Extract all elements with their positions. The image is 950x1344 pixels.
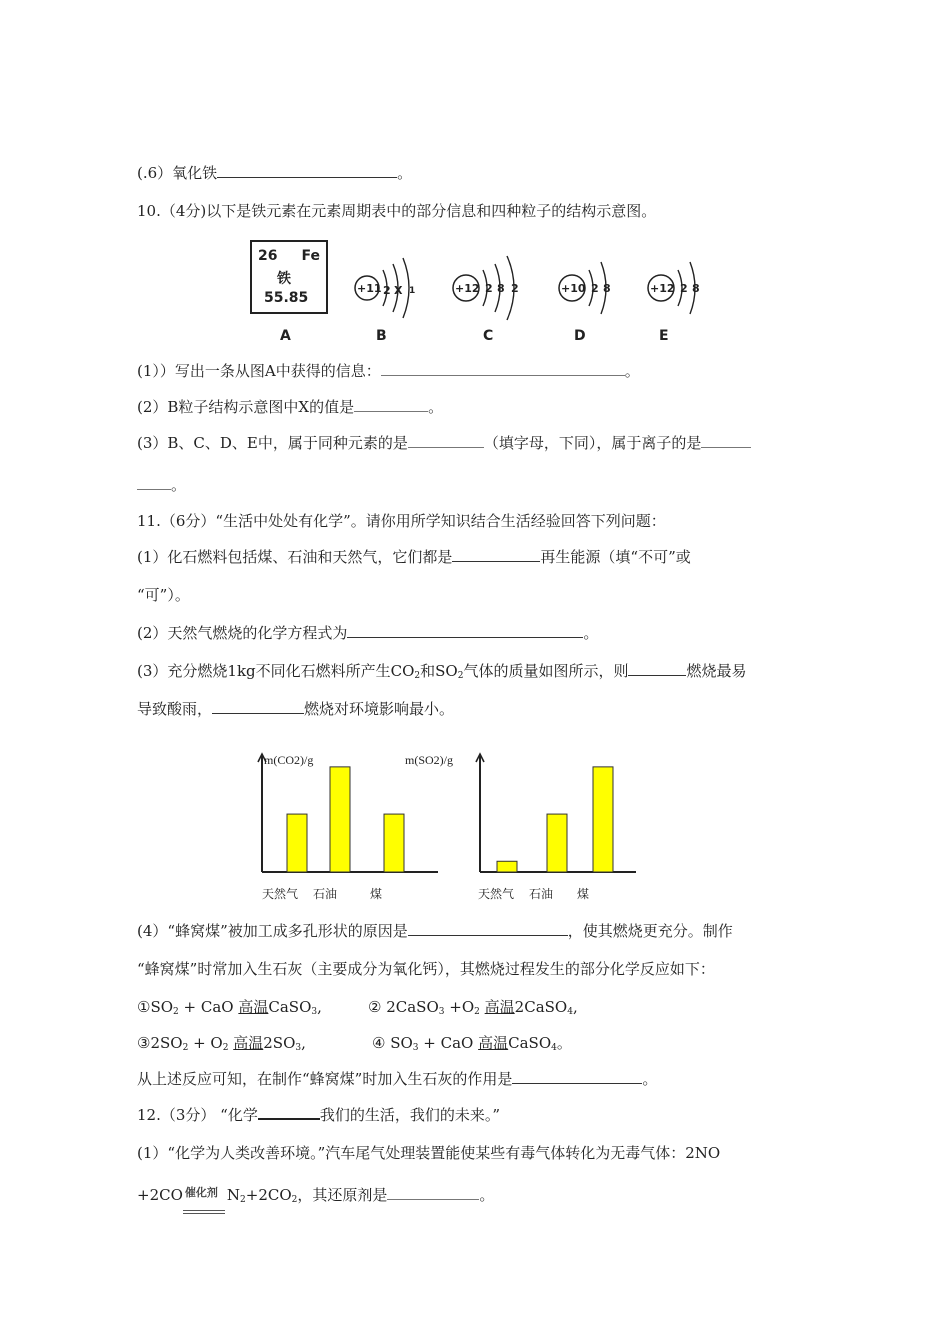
atom-d-shell-1: 2 (591, 282, 599, 295)
catalyst-label: 催化剂 (184, 1186, 218, 1199)
atomic-number: 26 (258, 248, 278, 264)
q9-6-line: (.6）氧化铁 。 (137, 164, 413, 182)
chart1-xtick-0: 天然气 (262, 887, 299, 901)
answer-blank[interactable] (347, 622, 583, 638)
atom-c-shell-2: 8 (497, 282, 505, 295)
chart1-xtick-1: 石油 (313, 887, 338, 901)
condition-high-temp: 高温 (478, 1034, 509, 1052)
atom-structure-diagrams (345, 250, 725, 330)
chart2-bar-2 (593, 767, 613, 872)
condition-high-temp: 高温 (238, 998, 269, 1016)
answer-blank[interactable] (217, 162, 397, 178)
atom-c-shell-1: 2 (485, 282, 493, 295)
chart1-bar-2 (384, 814, 404, 872)
chart1-xtick-2: 煤 (370, 887, 383, 901)
q12-title: 12.（3分） “化学 我们的生活，我们的未来。” (137, 1106, 501, 1124)
q11-4-end: 从上述反应可知，在制作“蜂窝煤”时加入生石灰的作用是 。 (137, 1070, 658, 1088)
q10-3-line: (3）B、C、D、E中，属于同种元素的是 （填字母，下同），属于离子的是 (137, 432, 751, 454)
chart1-bar-1 (330, 767, 350, 872)
chart1-bar-0 (287, 814, 307, 872)
answer-blank[interactable] (452, 546, 540, 562)
atom-c-nucleus: +12 (455, 282, 480, 295)
q10-title: 10.（4分)以下是铁元素在元素周期表中的部分信息和四种粒子的结构示意图。 (137, 202, 657, 220)
reaction-2: ② 2CaSO$_3$ $+O_2$ 高温2CaSO$_4$, (368, 998, 578, 1017)
answer-blank[interactable] (212, 698, 304, 714)
chart2-xtick-2: 煤 (577, 887, 590, 901)
q11-1-cont: “可”）。 (137, 586, 190, 604)
atom-c-shell-3: 2 (511, 282, 519, 295)
answer-blank[interactable] (408, 432, 484, 448)
atom-d-shell-2: 8 (603, 282, 611, 295)
atomic-mass: 55.85 (264, 290, 309, 306)
q10-1-line: (1））写出一条从图A中获得的信息： 。 (137, 362, 640, 380)
chart2-xtick-0: 天然气 (478, 887, 515, 901)
atom-e-shell-2: 8 (692, 282, 700, 295)
answer-blank[interactable] (258, 1110, 320, 1120)
answer-blank[interactable] (354, 396, 428, 412)
atom-e-shell-1: 2 (680, 282, 688, 295)
q11-4-line: (4）“蜂窝煤”被加工成多孔形状的原因是 ，使其燃烧更充分。制作 (137, 922, 733, 940)
q11-3-line: (3）充分燃烧1kg不同化石燃料所产生$CO_2$和$SO_2$气体的质量如图所示，则 燃烧最易 (137, 662, 747, 681)
answer-blank[interactable] (387, 1184, 479, 1200)
chart2-xtick-1: 石油 (529, 887, 554, 901)
q11-2-line: (2）天然气燃烧的化学方程式为 。 (137, 624, 599, 642)
answer-blank[interactable] (381, 360, 625, 376)
q11-4-cont: “蜂窝煤”时常加入生石灰（主要成分为氧化钙），其燃烧过程发生的部分化学反应如下： (137, 960, 715, 978)
figure-label-c: C (483, 328, 494, 344)
answer-blank[interactable] (701, 432, 751, 448)
figure-label-b: B (376, 328, 387, 344)
atom-b-nucleus: +11 (357, 282, 382, 295)
condition-high-temp: 高温 (484, 998, 515, 1016)
chart-so2 (476, 754, 636, 872)
atom-e-nucleus: +12 (650, 282, 675, 295)
element-box (250, 240, 328, 314)
chart2-bar-0 (497, 861, 517, 872)
figure-label-d: D (574, 328, 586, 344)
reaction-3: $③2SO_2 + O_2$ 高温$2SO_3$, (137, 1034, 306, 1053)
atom-b-shell-3: 1 (409, 286, 416, 296)
figure-label-e: E (659, 328, 669, 344)
chart2-ylabel: m(SO2)/g (405, 753, 453, 767)
q11-3-cont: 导致酸雨， 燃烧对环境影响最小。 (137, 700, 455, 718)
chart-co2 (258, 754, 438, 872)
q11-1-line: (1）化石燃料包括煤、石油和天然气，它们都是 再生能源（填“不可”或 (137, 548, 691, 566)
reaction-1: $①SO_2$ + CaO 高温CaSO$_3$, (137, 998, 322, 1017)
answer-blank[interactable] (137, 474, 171, 490)
atom-b-shell-1: 2 (383, 284, 391, 297)
atom-b-shell-2: X (394, 284, 403, 297)
bar-charts (240, 740, 660, 910)
q12-1-line: (1）“化学为人类改善环境。”汽车尾气处理装置能使某些有毒气体转化为无毒气体：2NO (137, 1144, 721, 1162)
condition-high-temp: 高温 (233, 1034, 264, 1052)
answer-blank[interactable] (408, 920, 568, 936)
q12-1-cont: +2CO 催化剂 $N_2+2CO_2$，其还原剂是 。 (137, 1184, 494, 1211)
q10-2-line: (2）B粒子结构示意图中X的值是 。 (137, 398, 444, 416)
element-name: 铁 (277, 271, 291, 287)
answer-blank[interactable] (512, 1068, 642, 1084)
q10-3-cont: 。 (137, 474, 186, 496)
answer-blank[interactable] (628, 660, 686, 676)
atom-d-nucleus: +10 (561, 282, 586, 295)
element-symbol: Fe (301, 248, 320, 264)
reaction-4: ④ $SO_3$ + CaO 高温CaSO$_4$。 (372, 1034, 572, 1053)
figure-label-a: A (280, 328, 291, 344)
q11-title: 11.（6分）“生活中处处有化学”。请你用所学知识结合生活经验回答下列问题： (137, 512, 666, 530)
chart1-ylabel: m(CO2)/g (264, 753, 314, 767)
chart2-bar-1 (547, 814, 567, 872)
q9-6-label: (.6）氧化铁 (137, 164, 218, 182)
